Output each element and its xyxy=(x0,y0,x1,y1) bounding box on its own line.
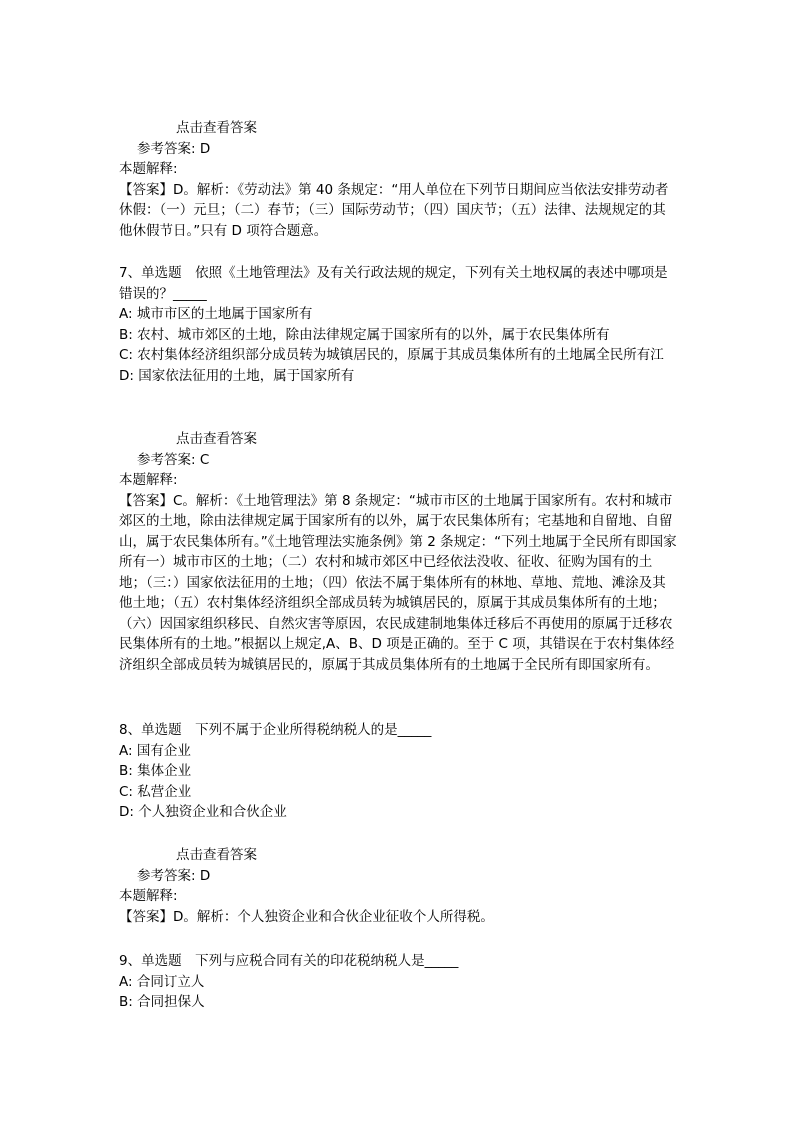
answer-block-q8 xyxy=(119,845,679,927)
explanation-label: 本题解释: xyxy=(119,472,178,488)
question-8 xyxy=(119,720,679,823)
question-9 xyxy=(119,951,679,1013)
option-a[interactable]: A: 国有企业 xyxy=(119,742,191,759)
reference-answer: 参考答案: C xyxy=(137,451,210,468)
explanation-label: 本题解释: xyxy=(119,161,178,177)
show-answer-link[interactable]: 点击查看答案 xyxy=(176,431,257,447)
answer-block-q7 xyxy=(119,429,679,675)
answer-block-q6 xyxy=(119,118,679,241)
option-a[interactable]: A: 合同订立人 xyxy=(119,973,205,990)
question-text: 7、单选题 依照《土地管理法》及有关行政法规的规定，下列有关土地权属的表述中哪项是错误的？_____ xyxy=(119,265,668,302)
option-b[interactable]: B: 合同担保人 xyxy=(119,994,205,1010)
option-a[interactable]: A: 城市市区的土地属于国家所有 xyxy=(119,306,313,322)
explanation-text: 【答案】D。解析：个人独资企业和合伙企业征收个人所得税。 xyxy=(119,908,494,925)
option-b[interactable]: B: 农村、城市郊区的土地，除由法律规定属于国家所有的以外，属于农民集体所有 xyxy=(119,326,610,343)
option-c[interactable]: C: 私营企业 xyxy=(119,783,192,800)
option-b[interactable]: B: 集体企业 xyxy=(119,763,192,779)
question-7 xyxy=(119,263,679,386)
question-text: 8、单选题 下列不属于企业所得税纳税人的是_____ xyxy=(119,722,432,738)
question-text: 9、单选题 下列与应税合同有关的印花税纳税人是_____ xyxy=(119,953,459,969)
show-answer-link[interactable]: 点击查看答案 xyxy=(176,847,257,863)
show-answer-link[interactable]: 点击查看答案 xyxy=(176,120,257,136)
reference-answer: 参考答案: D xyxy=(137,140,211,157)
explanation-label: 本题解释: xyxy=(119,888,178,904)
option-c[interactable]: C: 农村集体经济组织部分成员转为城镇居民的，原属于其成员集体所有的土地属全民所有江 xyxy=(119,347,664,363)
option-d[interactable]: D: 个人独资企业和合伙企业 xyxy=(119,804,287,820)
reference-answer: 参考答案: D xyxy=(137,867,211,884)
option-d[interactable]: D: 国家依法征用的土地，属于国家所有 xyxy=(119,367,355,384)
explanation-text: 【答案】C。解析：《土地管理法》第 8 条规定：“城市市区的土地属于国家所有。农村和城市郊区的土地，除由法律规定属于国家所有的以外，属于农民集体所有；宅基地和自留地、自留山，属于农民集体所有。”《土地管理法实施条例》第 2 条规定：“下列土地属于全民所有即国家所有一）城市市区的土地；（二）农村和城市郊区中已经依法没收、征收、征购为国有的土地；（三：）国家依法征用的土地；（四）依法不属于集体所有的林地、草地、荒地、滩涂及其他土地；（五）农村集体经济组织全部成员转为城镇居民的，原属于其成员集体所有的土地；（六）因国家组织移民、自然灾害等原因，农民成建制地集体迁移后不再使用的原属于迁移农民集体所有的土地。”根据以上规定,A、B、D 项是正确的。至于 C 项，其错误在于农村集体经济组织全部成员转为城镇居民的，原属于其成员集体所有的土地属于全民所有即国家所有。 xyxy=(119,492,677,673)
explanation-text: 【答案】D。解析：《劳动法》第 40 条规定：“用人单位在下列节日期间应当依法安排劳动者休假：（一）元旦；（二）春节；（三）国际劳动节；（四）国庆节；（五）法律、法规规定的其他休假节日。”只有 D 项符合题意。 xyxy=(119,181,669,239)
